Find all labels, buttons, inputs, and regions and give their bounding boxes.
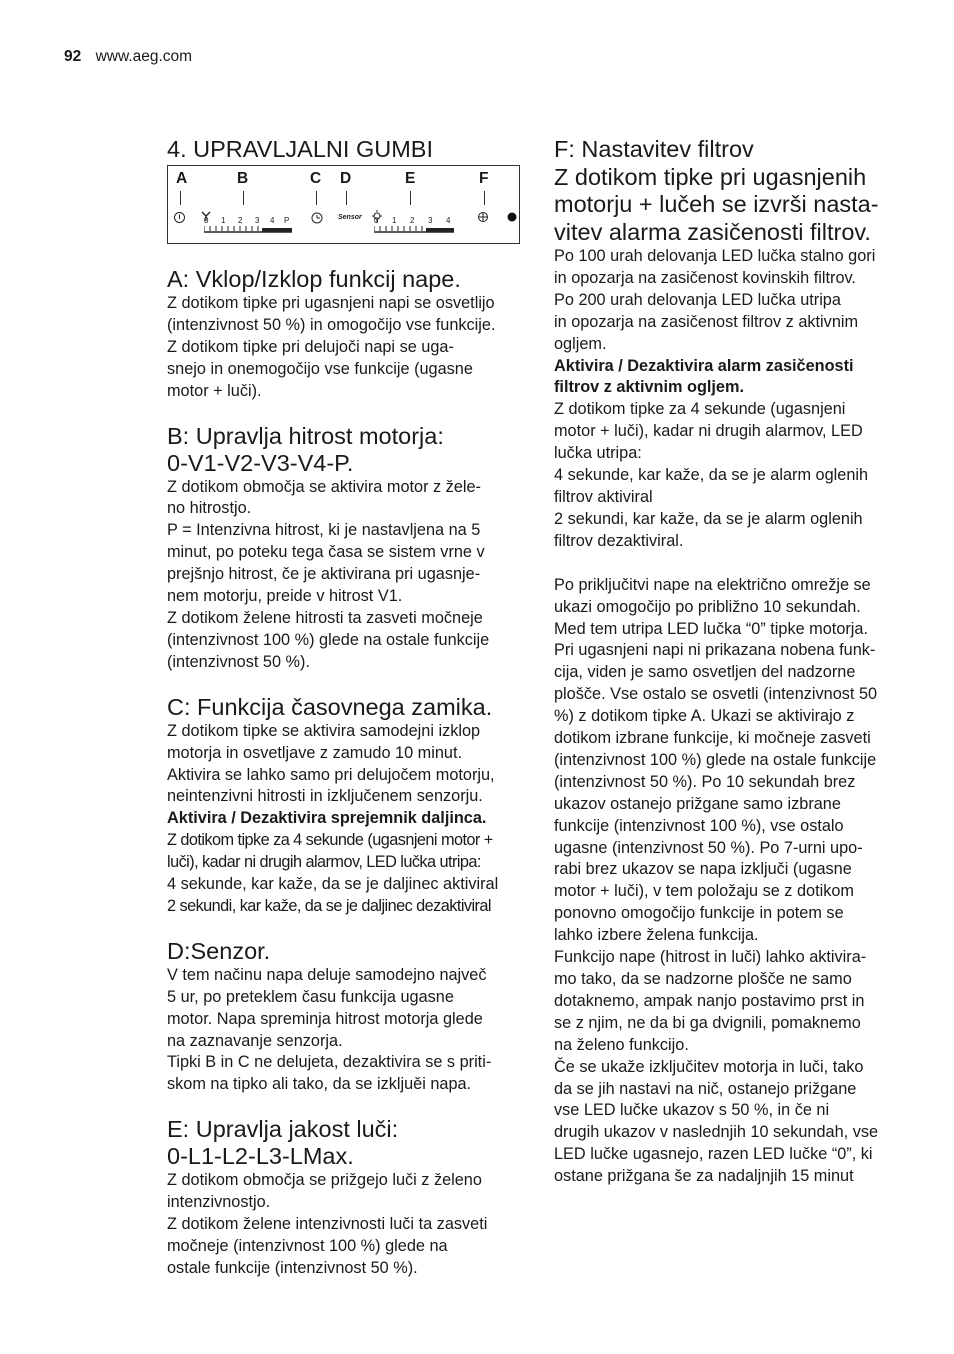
section-title: 4. UPRAVLJALNI GUMBI [167, 136, 433, 162]
panel-label-a: A [176, 170, 188, 187]
text-f-2: in opozarja na zasičenost kovinskih filtrov. [554, 268, 856, 287]
page-header [64, 48, 192, 66]
text-a-2: (intenzivnost 50 %) in omogočijo vse funkcije. [167, 315, 496, 334]
text-g-8: dotikom izbrane funkcije, ki močneje zasveti [554, 729, 871, 748]
text-e-5: ostale funkcije (intenzivnost 50 %). [167, 1258, 418, 1277]
text-f-9: 4 sekunde, kar kaže, da se je alarm oglenih [554, 466, 869, 485]
text-g-9: (intenzivnost 100 %) glede na ostale funkcije [554, 750, 877, 769]
motor-speed-0[interactable]: 0 [204, 216, 209, 225]
text-f-10: filtrov aktiviral [554, 487, 653, 506]
left-column [167, 136, 527, 1280]
text-g-13: ugasne (intenzivnost 50 %). Po 7-urni upo- [554, 838, 863, 857]
motor-speed-4[interactable]: 4 [270, 216, 275, 225]
text-a-5: motor + luči). [167, 381, 262, 400]
text-g-5: cija, viden je samo osvetljen del nadzorne [554, 663, 856, 682]
text-g-11: ukazov ostanejo prižgane samo izbrane [554, 794, 841, 813]
text-g-12: funkcije (intenzivnost 100 %), vse ostalo [554, 816, 844, 835]
light-level-3[interactable]: 3 [428, 216, 433, 225]
text-g-2: ukazi omogočijo po približno 10 sekundah. [554, 597, 861, 616]
heading-b-2: 0-V1-V2-V3-V4-P. [167, 449, 354, 476]
heading-a: A: Vklop/Izklop funkcij nape. [167, 266, 461, 292]
text-f-3: Po 200 urah delovanja LED lučka utripa [554, 290, 841, 309]
heading-e-2: 0-L1-L2-L3-LMax. [167, 1143, 354, 1170]
text-g-26: drugih ukazov v naslednjih 10 sekundah, vse [554, 1123, 879, 1142]
text-e-1: Z dotikom območja se prižgejo luči z želeno [167, 1171, 482, 1190]
text-g-6: plošče. Vse ostalo se osvetli (intenzivnost 50 [554, 685, 878, 704]
heading-f-3: motorju + lučeh se izvrši nasta- [554, 191, 879, 217]
text-f-6: Z dotikom tipke za 4 sekunde (ugasnjeni [554, 400, 846, 419]
heading-d: D:Senzor. [167, 937, 271, 964]
text-c-3: Aktivira se lahko samo pri delujočem motorju, [167, 765, 495, 784]
page-number: 92 [64, 48, 82, 65]
text-a-1: Z dotikom tipke pri ugasnjeni napi se osvetlijo [167, 294, 495, 312]
panel-label-f: F [479, 170, 489, 187]
text-e-3: Z dotikom želene intenzivnosti luči ta zasveti [167, 1215, 488, 1234]
text-g-17: lahko izbere želena funkcija. [554, 926, 759, 945]
text-d-4: na zaznavanje senzorja. [167, 1031, 343, 1050]
text-b-5: prejšnjo hitrost, če je aktivirana pri ugasnje- [167, 565, 481, 584]
text-g-22: na želeno funkcijo. [554, 1035, 689, 1054]
light-level-2[interactable]: 2 [410, 216, 415, 225]
text-d-6: skom na tipko ali tako, da se izkljuěi napa. [167, 1075, 472, 1094]
heading-f-4: vitev alarma zasičenosti filtrov. [554, 218, 871, 245]
panel-label-d: D [340, 170, 352, 187]
motor-speed-1[interactable]: 1 [221, 216, 226, 225]
text-g-7: %) z dotikom tipke A. Ukazi se aktivirajo z [554, 707, 855, 726]
text-g-20: dotaknemo, ampak nanjo postavimo prst in [554, 991, 865, 1010]
text-c-6: luči), kadar ni drugih alarmov, LED lučka utripa: [167, 853, 481, 872]
heading-f-2: Z dotikom tipke pri ugasnjenih [554, 163, 867, 190]
text-g-1: Po priključitvi nape na električno omrežje se [554, 575, 871, 594]
heading-e-1: E: Upravlja jakost luči: [167, 1116, 399, 1143]
text-f-4: in opozarja na zasičenost filtrov z aktivnim [554, 312, 859, 331]
text-b-1: Z dotikom območja se aktivira motor z žele- [167, 477, 481, 496]
heading-f-1: F: Nastavitev filtrov [554, 136, 754, 162]
light-level-4[interactable]: 4 [446, 216, 451, 225]
panel-label-b: B [237, 170, 249, 187]
text-d-3: motor. Napa spreminja hitrost motorja glede [167, 1009, 483, 1028]
text-c-2: motorja in osvetljave z zamudo 10 minut. [167, 743, 463, 762]
text-f-8: lučka utripa: [554, 444, 642, 463]
power-icon[interactable] [173, 211, 186, 224]
text-a-4: snejo in onemogočijo vse funkcije (ugasne [167, 359, 473, 378]
text-e-2: intenzivnostjo. [167, 1193, 271, 1212]
motor-speed-slider[interactable] [204, 225, 292, 233]
text-g-4: Pri ugasnjeni napi ni prikazana nobena funk- [554, 641, 876, 660]
text-c-8: 2 sekundi, kar kaže, da se je daljinec dezaktiviral [167, 896, 491, 915]
panel-label-e: E [405, 170, 416, 187]
text-g-3: Med tem utripa LED lučka “0” tipke motorja. [554, 619, 868, 638]
text-b-3: P = Intenzivna hitrost, ki je nastavljena na 5 [167, 521, 481, 540]
text-g-18: Funkcijo nape (hitrost in luči) lahko aktivira- [554, 948, 867, 967]
text-c-1: Z dotikom tipke se aktivira samodejni izklop [167, 721, 481, 740]
text-b-4: minut, po poteku tega časa se sistem vrne v [167, 543, 485, 562]
text-b-6: nem motorju, preide v hitrost V1. [167, 587, 403, 606]
text-g-15: motor + luči), v tem položaju se z dotikom [554, 882, 854, 901]
light-level-0[interactable]: 0 [374, 216, 379, 225]
text-g-14: rabi brez ukazov se napa izklјuči (ugasne [554, 860, 852, 879]
text-g-28: ostane prižgana še za nadaljnjih 15 minut [554, 1167, 854, 1186]
text-a-3: Z dotikom tipke pri delujoči napi se uga- [167, 337, 454, 356]
text-g-16: ponovno omogočijo funkcije in potem se [554, 904, 844, 923]
text-g-23: Če se ukaže izključitev motorja in luči, tako [554, 1057, 864, 1076]
text-f-1: Po 100 urah delovanja LED lučka stalno gori [554, 247, 876, 265]
text-f-bold-1: Aktivira / Dezaktivira alarm zasičenosti [554, 356, 854, 375]
text-d-2: 5 ur, po preteklem času funkcija ugasne [167, 987, 454, 1006]
text-b-2: no hitrostjo. [167, 499, 252, 518]
text-f-bold-2: filtrov z aktivnim ogljem. [554, 378, 744, 397]
right-column [554, 136, 914, 1188]
text-f-11: 2 sekundi, kar kaže, da se je alarm oglenih [554, 509, 863, 528]
heading-c: C: Funkcija časovnega zamika. [167, 693, 493, 720]
text-f-12: filtrov dezaktiviral. [554, 531, 684, 550]
motor-speed-p[interactable]: P [284, 216, 290, 225]
indicator-led-icon [507, 212, 517, 222]
sensor-button[interactable]: Sensor [338, 214, 362, 221]
text-g-10: (intenzivnost 50 %). Po 10 sekundah brez [554, 772, 856, 791]
panel-label-c: C [310, 170, 322, 187]
text-b-7: Z dotikom želene hitrosti ta zasveti močneje [167, 608, 483, 627]
filter-icon[interactable] [477, 211, 489, 223]
text-b-8: (intenzivnost 100 %) glede na ostale funkcije [167, 630, 490, 649]
text-g-27: LED lučke ugasnejo, razen LED lučke “0”, ki [554, 1145, 873, 1164]
control-panel-diagram [167, 165, 520, 244]
text-c-bold: Aktivira / Dezaktivira sprejemnik daljinca. [167, 809, 487, 828]
timer-icon[interactable] [311, 211, 325, 225]
text-c-7: 4 sekunde, kar kaže, da se je daljinec aktiviral [167, 875, 499, 894]
light-level-1[interactable]: 1 [392, 216, 397, 225]
text-d-1: V tem načinu napa deluje samodejno največ [167, 965, 487, 984]
text-f-7: motor + luči), kadar ni drugih alarmov, LED [554, 422, 863, 441]
text-c-5: Z dotikom tipke za 4 sekunde (ugasnjeni motor + [167, 831, 493, 850]
text-g-19: mo tako, da se nadzorne plošče ne samo [554, 970, 852, 988]
heading-b-1: B: Upravlja hitrost motorja: [167, 422, 444, 449]
light-intensity-slider[interactable] [374, 225, 454, 233]
text-g-24: da se jih nastavi na nič, ostanejo prižgane [554, 1079, 857, 1098]
motor-speed-3[interactable]: 3 [255, 216, 260, 225]
text-e-4: močneje (intenzivnost 100 %) glede na [167, 1237, 448, 1255]
text-c-4: neintenzivni hitrosti in izključenem senzorju. [167, 787, 483, 806]
text-b-9: (intenzivnost 50 %). [167, 652, 310, 671]
text-g-25: vse LED lučke ukazov s 50 %, in če ni [554, 1101, 830, 1120]
motor-speed-2[interactable]: 2 [238, 216, 243, 225]
website-url[interactable]: www.aeg.com [95, 48, 193, 65]
text-g-21: se z njim, ne da bi ga dvignili, pomaknemo [554, 1013, 861, 1032]
text-f-5: ogljem. [554, 334, 607, 353]
text-d-5: Tipki B in C ne delujeta, dezaktivira se s priti- [167, 1053, 492, 1072]
